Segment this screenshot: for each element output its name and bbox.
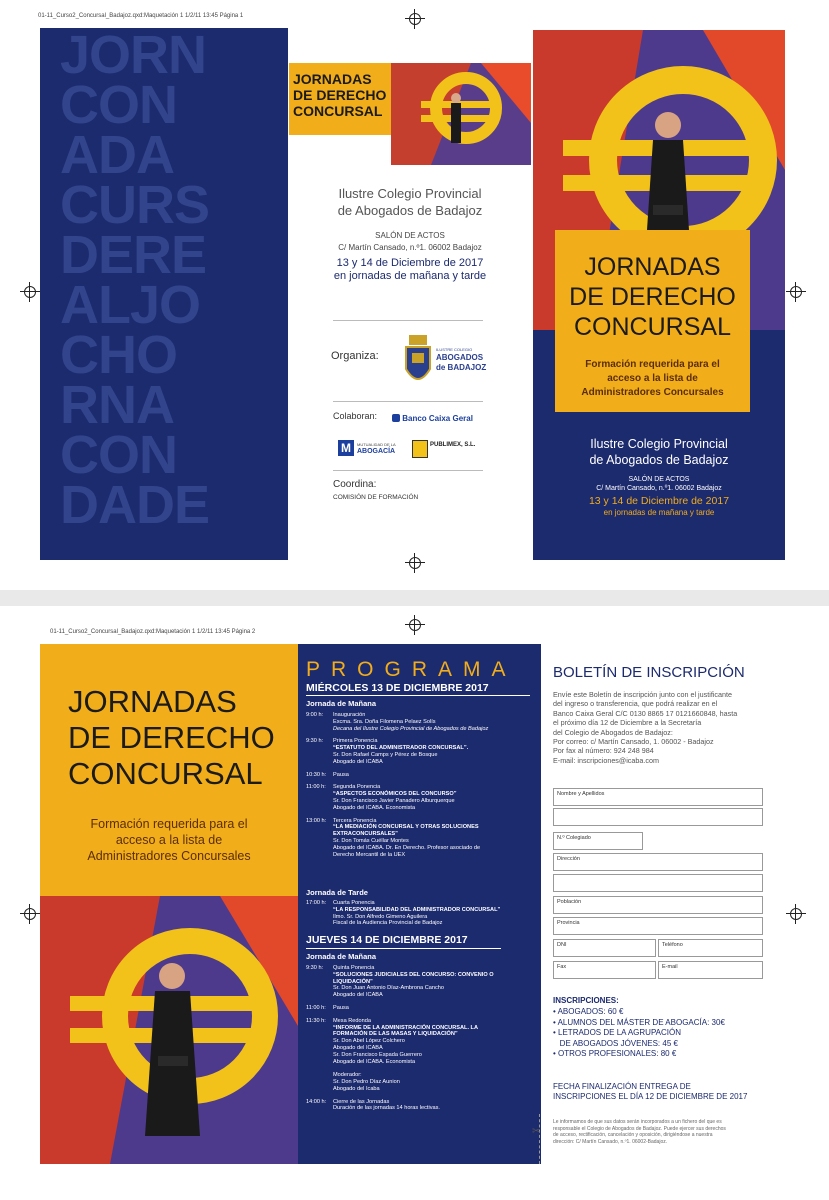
banco-caixa-geral-logo [392,414,473,423]
print-slug: 01-11_Curso2_Concursal_Badajoz.qxd:Maquetación 1 1/2/11 13:45 Página 1 [38,13,244,19]
morning-heading: Jornada de Mañana [306,952,377,961]
poblacion-field[interactable] [553,896,763,914]
program-time: 11:30 h: [306,1017,326,1024]
registration-mark-icon [405,9,425,29]
field-label: N.º Colegiado [557,835,591,841]
inscripciones-title: INSCRIPCIONES: [553,996,619,1005]
colaboran-label: Colaboran: [333,411,378,421]
day1-heading: MIÉRCOLES 13 DE DICIEMBRE 2017 [306,682,489,694]
program-details [333,772,531,779]
cover-dates: 13 y 14 de Diciembre de 2017 [588,495,730,507]
instruction-line: del Colegio de Abogados de Badajoz: [553,727,673,737]
cover-subtitle-line: acceso a la lista de [607,373,698,384]
publimex-p-icon [412,440,428,458]
program-line: Abogado del ICABA [333,992,383,999]
program-line: LIQUIDACIÓN” [333,978,373,985]
program-line: Mesa Redonda [333,1017,371,1024]
sponsor-name: MUTUALIDAD DE LA [357,442,396,447]
mini-title-line: CONCURSAL [293,103,383,119]
programa-heading: PROGRAMA [306,658,517,681]
program-line: FORMACIÓN DE LAS MASAS Y LIQUIDACIÓN” [333,1031,458,1038]
decorative-word: RNA [60,375,174,435]
program-line: Ilmo. Sr. Don Alfredo Gimeno Aguilera [333,913,428,920]
instruction-line: Envíe este Boletín de inscripción junto con el justificante [553,690,732,699]
program-time: 11:00 h: [306,1005,326,1011]
program-line: Quinta Ponencia [333,965,375,971]
program-details [333,712,531,732]
program-line: Abogado del ICABA [333,1044,383,1051]
sponsor-name: Banco Caixa Geral [402,414,473,423]
registration-mark-icon [405,553,425,573]
program-line: Tercera Ponencia [333,817,377,824]
program-line: Sr. Don Tomás Cuéllar Montes [333,837,409,844]
registration-mark-icon [786,904,806,924]
inside-subtitle-line: Administradores Concursales [87,849,251,863]
program-time: 9:00 h: [306,712,324,718]
program-line: Inauguración [333,712,366,718]
divider [306,695,530,696]
address: C/ Martín Cansado, n.º1. 06002 Badajoz [338,243,482,252]
program-details [333,818,531,859]
mini-title-line: JORNADAS [293,71,372,87]
instruction-line: del ingreso o transferencia, que podrá realizar en el [553,699,718,709]
price-item: DE ABOGADOS JÓVENES: 45 € [553,1038,678,1048]
mutualidad-logo [338,440,404,458]
program-line: Sr. Don Abel López Colchero [333,1038,405,1045]
boletin-instructions [553,690,765,765]
scissors-icon: ✂ [532,1126,541,1137]
registration-mark-icon [786,282,806,302]
program-line: “SOLUCIONES JUDICIALES DEL CONCURSO: CONVENIO O [333,971,494,978]
cover-title-line: DE DERECHO [569,283,736,311]
program-line: Duración de las jornadas 14 horas lectivas. [333,1105,440,1112]
decorative-word: DADE [60,475,210,535]
cover-title-box [555,230,750,412]
program-line: Sr. Don Pedro Díaz Aunion [333,1078,400,1085]
cover-venue: SALÓN DE ACTOS [628,476,690,483]
businessman-euro-photo-inside [40,896,298,1164]
field-label: Teléfono [662,942,683,948]
program-time: 10:30 h: [306,771,327,778]
logo-text: de BADAJOZ [436,363,487,372]
program-line: Abogado del ICABA. Economista [333,1058,416,1065]
publimex-logo [412,440,478,458]
program-time: 14:00 h: [306,1098,327,1105]
privacy-line: de acceso, rectificación, cancelación y oposición, dirigiéndose a nuestra [553,1132,713,1138]
boletin-title: BOLETÍN DE INSCRIPCIÓN [553,664,745,681]
venue: SALÓN DE ACTOS [375,231,445,240]
cover-college-line: de Abogados de Badajoz [589,453,729,467]
decorative-word: CON [60,75,177,135]
field-label: Nombre y Apellidos [557,791,605,797]
instruction-line: Por fax al número: 924 248 984 [553,746,654,756]
decorative-word: JORN [60,30,207,85]
price-item: • OTROS PROFESIONALES: 80 € [553,1049,677,1058]
mini-title-box [289,63,391,135]
fax-field[interactable] [553,961,656,979]
email-field[interactable] [658,961,763,979]
decorative-word: CON [60,425,177,485]
dni-field[interactable] [553,939,656,957]
divider [333,320,483,321]
inside-subtitle-line: Formación requerida para el [90,817,248,831]
registration-mark-icon [20,904,40,924]
college-name-line: de Abogados de Badajoz [337,203,483,218]
program-line: “INFORME DE LA ADMINISTRACIÓN CONCURSAL. LA [333,1024,479,1031]
day2-heading: JUEVES 14 DE DICIEMBRE 2017 [306,934,468,946]
program-details [333,738,531,765]
decorative-letters [60,30,288,550]
privacy-line: responsable el Colegio de Abogados de Badajoz. Puede ejercer sus derechos [553,1125,726,1132]
telefono-field[interactable] [658,939,763,957]
sponsor-name: ABOGACÍA [357,448,396,455]
program-line: Sr. Don Francisco Espada Guerrero [333,1051,422,1058]
program-line: Fiscal de la Audiencia Provincial de Badajoz [333,920,443,927]
price-item: • ABOGADOS: 60 € [553,1007,624,1016]
program-details [333,784,531,811]
mini-title-line: DE DERECHO [293,87,387,103]
field-label: Provincia [557,920,580,926]
colegiado-field[interactable] [553,832,643,850]
privacy-line: dirección: C/ Martín Cansado, n.º1. 06002-Badajoz. [553,1138,668,1145]
field-label: Dirección [557,856,580,862]
brochure-inside-page [0,606,829,1200]
instruction-line: el próximo día 12 de Diciembre a la Secretaría [553,718,702,728]
program-line: Pausa [333,771,349,778]
program-line: Pausa [333,1005,349,1011]
program-line: Decana del Ilustre Colegio Provincial de Abogados de Badajoz [333,725,489,732]
mutualidad-m-icon: M [338,440,354,456]
cover-college-line: Ilustre Colegio Provincial [590,437,728,451]
program-details [333,1005,531,1012]
print-slug: 01-11_Curso2_Concursal_Badajoz.qxd:Maquetación 1 1/2/11 13:45 Página 2 [50,629,256,635]
program-line: Excma. Sra. Doña Filomena Pelaez Solís [333,718,436,725]
sponsor-name: PUBLIMEX, S.L. [430,442,476,448]
field-label: E-mail [662,964,678,970]
decorative-word: ALJO [60,275,201,335]
brochure-outside-page [0,0,829,590]
coat-of-arms-icon [403,333,433,391]
cover-subtitle-line: Formación requerida para el [585,359,720,370]
privacy-notice [553,1119,768,1145]
bank-logo-icon [392,414,400,422]
cut-line [539,1114,541,1164]
program-line: Abogado del Icaba [333,1085,380,1092]
deadline-line: FECHA FINALIZACIÓN ENTREGA DE [553,1082,691,1091]
program-details [333,1018,531,1093]
instruction-line: E-mail: inscripciones@icaba.com [553,755,659,765]
deadline-line: INSCRIPCIONES EL DÍA 12 DE DICIEMBRE DE 2017 [553,1092,748,1101]
program-time: 11:00 h: [306,784,326,791]
instruction-line: Por correo: c/ Martín Cansado, 1. 06002 - Badajoz [553,737,714,747]
program-time: 9:30 h: [306,738,324,745]
price-list [553,1007,725,1060]
direccion-field[interactable] [553,853,763,871]
morning-heading: Jornada de Mañana [306,699,377,708]
program-line: Derecho Mercantil de la UEX [333,851,406,858]
inside-title-box [40,644,298,896]
decorative-word: CHO [60,325,177,385]
businessman-euro-photo-small [391,63,531,165]
divider [333,470,483,471]
program-line: “LA RESPONSABILIDAD DEL ADMINISTRADOR CONCURSAL” [333,906,501,913]
program-line: “LA MEDIACIÓN CONCURSAL Y OTRAS SOLUCIONES [333,824,479,831]
program-line: “ASPECTOS ECONÓMICOS DEL CONCURSO” [333,791,457,798]
program-details [333,900,531,927]
program-line: Abogado del ICABA. Dr. En Derecho. Profesor asociado de [333,844,481,851]
field-label: Fax [557,964,567,970]
program-line: EXTRACONCURSALES” [333,831,398,838]
privacy-line: Le informamos de que sus datos serán incorporados a un fichero del que es [553,1119,722,1125]
program-time: 17:00 h: [306,900,327,906]
cover-title-line: JORNADAS [584,253,721,281]
cover-title-line: CONCURSAL [574,313,731,341]
provincia-field[interactable] [553,917,763,935]
cover-schedule: en jornadas de mañana y tarde [603,508,715,517]
decorative-word: CURS [60,175,210,235]
decorative-word: ADA [60,125,174,185]
price-item: • ALUMNOS DEL MÁSTER DE ABOGACÍA: 30€ [553,1017,725,1027]
decorative-word: DERE [60,225,207,285]
inside-title-line: JORNADAS [68,684,237,719]
program-line: Abogado del ICABA [333,758,383,765]
cover-subtitle-line: Administradores Concursales [581,387,724,398]
inside-subtitle-line: acceso a la lista de [115,833,223,847]
program-line: Cierre de las Jornadas [333,1098,390,1105]
program-time: 13:00 h: [306,817,327,824]
event-dates: 13 y 14 de Diciembre de 2017 [336,257,484,269]
field-label: Población [557,899,582,905]
icaba-logo [403,333,487,393]
program-details [333,965,531,999]
registration-mark-icon [405,615,425,635]
divider [306,948,501,949]
program-line: Cuarta Ponencia [333,900,375,906]
program-line: “ESTATUTO DEL ADMINISTRADOR CONCURSAL”. [333,745,469,752]
organiza-label: Organiza: [331,350,379,362]
registration-mark-icon [20,282,40,302]
logo-text: ILUSTRE COLEGIO [436,347,473,352]
program-details [333,1099,531,1113]
field-label: DNI [557,942,567,948]
program-line [333,1065,531,1072]
program-line: Moderador: [333,1072,362,1079]
direccion-field-continued[interactable] [553,874,763,892]
instruction-line: Banco Caixa Geral C/C 0130 8865 17 0121660848, hasta [553,708,738,718]
coordina-value: COMISIÓN DE FORMACIÓN [333,494,419,501]
deadline [553,1082,747,1102]
program-line: Sr. Don Francisco Javier Panadero Alburquerque [333,797,455,804]
coordina-label: Coordina: [333,479,377,490]
price-item: • LETRADOS DE LA AGRUPACIÓN [553,1028,682,1037]
program-line: Primera Ponencia [333,738,378,745]
inside-title-line: DE DERECHO [68,720,275,755]
college-name-line: Ilustre Colegio Provincial [338,186,482,201]
inside-title-line: CONCURSAL [68,756,263,791]
program-line: Abogado del ICABA. Economista [333,804,416,811]
cover-address: C/ Martín Cansado, n.º1. 06002 Badajoz [596,485,722,492]
divider [333,401,483,402]
afternoon-heading: Jornada de Tarde [306,888,368,897]
program-line: Sr. Don Rafael Camps y Pérez de Bosque [333,751,438,758]
logo-text: ABOGADOS [436,353,484,362]
event-schedule: en jornadas de mañana y tarde [333,270,487,282]
program-line: Segunda Ponencia [333,784,381,791]
program-line: Sr. Don Juan Antonio Díaz-Ambrona Cancho [333,985,445,992]
nombre-field-continued[interactable] [553,808,763,826]
program-time: 9:30 h: [306,965,324,971]
nombre-field[interactable] [553,788,763,806]
